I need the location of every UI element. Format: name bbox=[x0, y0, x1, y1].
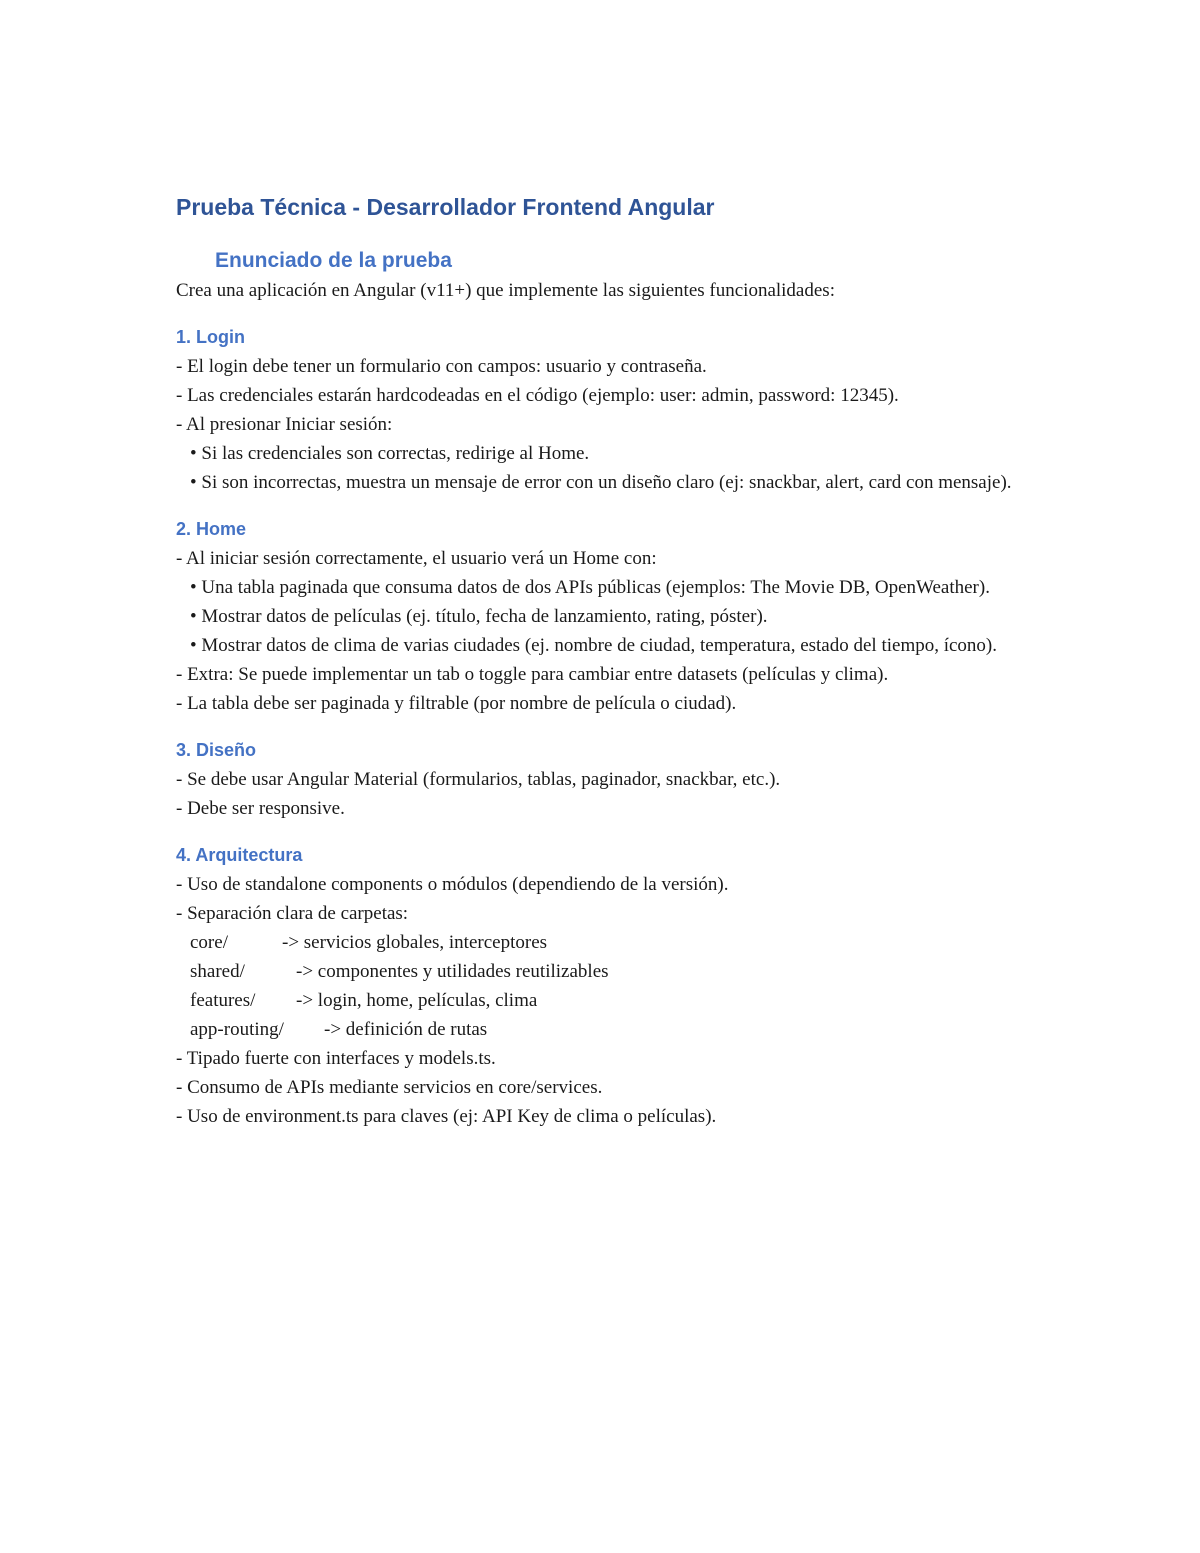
folder-row bbox=[176, 957, 1026, 986]
section-heading-architecture: 4. Arquitectura bbox=[176, 845, 303, 865]
folder-row bbox=[176, 986, 1026, 1015]
folder-row bbox=[176, 928, 1026, 957]
section-heading-login: 1. Login bbox=[176, 327, 245, 347]
folder-description: -> componentes y utilidades reutilizables bbox=[296, 961, 609, 982]
section-heading-design: 3. Diseño bbox=[176, 740, 257, 760]
home-bullet: • Una tabla paginada que consuma datos de dos APIs públicas (ejemplos: The Movie DB, OpenWeather). bbox=[190, 577, 990, 598]
login-bullet: • Si las credenciales son correctas, redirige al Home. bbox=[190, 443, 590, 464]
login-line: - Las credenciales estarán hardcodeadas en el código (ejemplo: user: admin, password: 12345). bbox=[176, 385, 899, 406]
home-bullet: • Mostrar datos de películas (ej. título, fecha de lanzamiento, rating, póster). bbox=[190, 606, 768, 627]
login-line: - El login debe tener un formulario con campos: usuario y contraseña. bbox=[176, 356, 707, 377]
login-line: - Al presionar Iniciar sesión: bbox=[176, 414, 393, 435]
folder-name: shared/ bbox=[190, 961, 245, 982]
home-line: - La tabla debe ser paginada y filtrable (por nombre de película o ciudad). bbox=[176, 693, 737, 714]
folder-name: app-routing/ bbox=[190, 1019, 284, 1040]
architecture-line: - Separación clara de carpetas: bbox=[176, 903, 409, 924]
folder-description: -> definición de rutas bbox=[324, 1019, 488, 1040]
home-bullet: • Mostrar datos de clima de varias ciudades (ej. nombre de ciudad, temperatura, estado del tiempo, ícono). bbox=[190, 635, 998, 656]
section-heading-home: 2. Home bbox=[176, 519, 247, 539]
architecture-line: - Tipado fuerte con interfaces y models.ts. bbox=[176, 1048, 496, 1069]
folder-description: -> servicios globales, interceptores bbox=[282, 932, 548, 953]
document-page bbox=[176, 190, 1026, 1131]
architecture-line: - Uso de standalone components o módulos (dependiendo de la versión). bbox=[176, 874, 729, 895]
home-line: - Al iniciar sesión correctamente, el usuario verá un Home con: bbox=[176, 548, 657, 569]
login-bullet: • Si son incorrectas, muestra un mensaje de error con un diseño claro (ej: snackbar, alert, card con mensaje). bbox=[190, 472, 1012, 493]
document-subtitle: Enunciado de la prueba bbox=[215, 249, 452, 272]
folder-name: features/ bbox=[190, 990, 256, 1011]
architecture-line: - Consumo de APIs mediante servicios en core/services. bbox=[176, 1077, 603, 1098]
folder-description: -> login, home, películas, clima bbox=[296, 990, 538, 1011]
document-title: Prueba Técnica - Desarrollador Frontend Angular bbox=[176, 194, 715, 220]
design-line: - Se debe usar Angular Material (formularios, tablas, paginador, snackbar, etc.). bbox=[176, 769, 781, 790]
intro-paragraph: Crea una aplicación en Angular (v11+) que implemente las siguientes funcionalidades: bbox=[176, 280, 835, 301]
folder-name: core/ bbox=[190, 932, 228, 953]
folder-row bbox=[176, 1015, 1026, 1044]
home-line: - Extra: Se puede implementar un tab o toggle para cambiar entre datasets (películas y clima). bbox=[176, 664, 889, 685]
design-line: - Debe ser responsive. bbox=[176, 798, 345, 819]
architecture-line: - Uso de environment.ts para claves (ej: API Key de clima o películas). bbox=[176, 1106, 717, 1127]
